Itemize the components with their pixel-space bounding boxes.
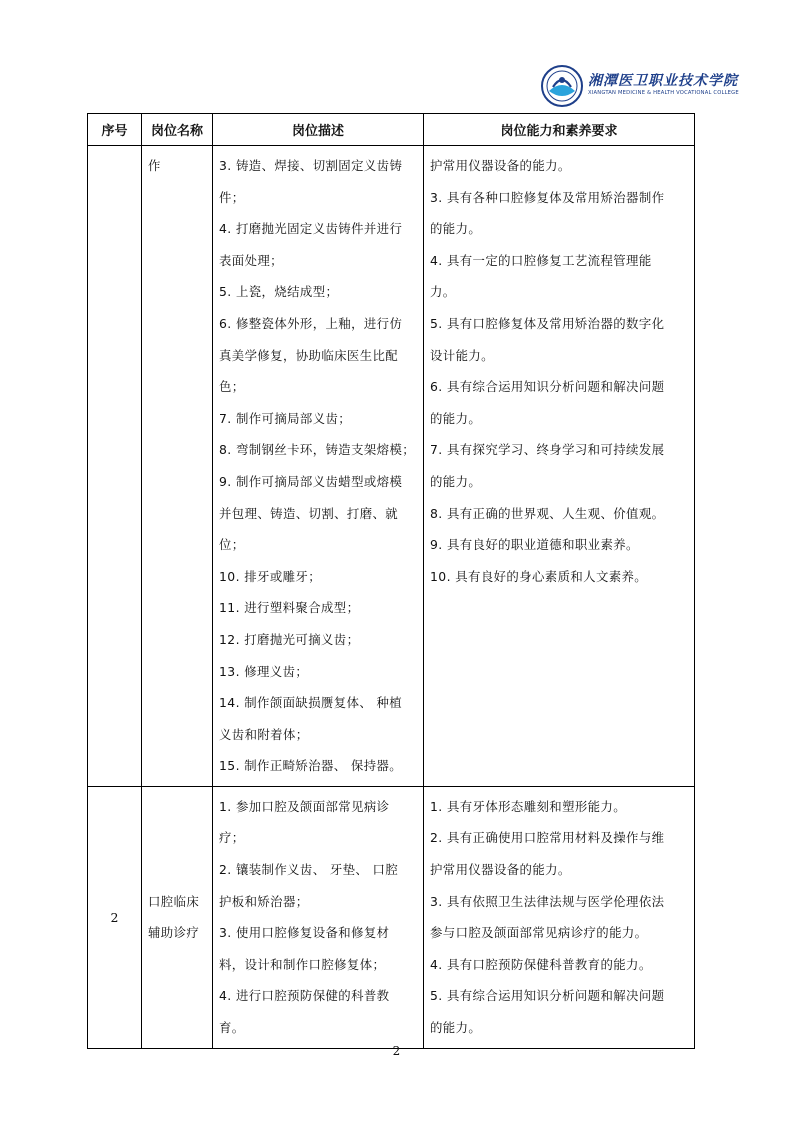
requirement-line: 设计能力。 xyxy=(430,347,494,363)
requirement-line: 8. 具有正确的世界观、人生观、价值观。 xyxy=(430,505,665,521)
description-line: 义齿和附着体； xyxy=(219,726,309,742)
requirement-line: 的能力。 xyxy=(430,221,482,237)
college-logo xyxy=(541,65,739,109)
description-line: 14. 制作颌面缺损赝复体、 种植 xyxy=(219,695,403,711)
row1-requirements-cell xyxy=(424,146,695,787)
requirement-line: 的能力。 xyxy=(430,410,482,426)
description-line: 10. 排牙或雕牙； xyxy=(219,568,321,584)
header-requirements: 岗位能力和素养要求 xyxy=(424,114,695,146)
description-line: 位； xyxy=(219,537,245,553)
job-table xyxy=(87,113,695,1049)
requirement-line: 力。 xyxy=(430,284,456,300)
requirement-line: 的能力。 xyxy=(430,473,482,489)
description-line: 护板和矫治器； xyxy=(219,893,309,909)
header-job-description: 岗位描述 xyxy=(213,114,424,146)
description-line: 件； xyxy=(219,189,245,205)
header-index: 序号 xyxy=(88,114,142,146)
description-line: 9. 制作可摘局部义齿蜡型或熔模 xyxy=(219,473,403,489)
row2-name-cell xyxy=(142,786,213,1048)
requirement-line: 2. 具有正确使用口腔常用材料及操作与维 xyxy=(430,830,665,846)
requirement-line: 3. 具有各种口腔修复体及常用矫治器制作 xyxy=(430,189,665,205)
description-line: 4. 进行口腔预防保健的科普教 xyxy=(219,988,390,1004)
college-emblem-icon xyxy=(541,65,583,107)
row2-requirements-cell xyxy=(424,786,695,1048)
requirement-line: 护常用仪器设备的能力。 xyxy=(430,158,571,173)
requirement-line: 6. 具有综合运用知识分析问题和解决问题 xyxy=(430,379,665,395)
page-number: 2 xyxy=(392,1044,401,1058)
row1-index-cell xyxy=(88,146,142,787)
header-job-name: 岗位名称 xyxy=(142,114,213,146)
description-line: 育。 xyxy=(219,1020,245,1036)
row1-description-cell xyxy=(213,146,424,787)
requirement-line: 4. 具有口腔预防保健科普教育的能力。 xyxy=(430,956,652,972)
description-line: 真美学修复，协助临床医生比配 xyxy=(219,347,399,363)
description-line: 2. 镶装制作义齿、 牙垫、 口腔 xyxy=(219,862,399,878)
row2-description-cell xyxy=(213,786,424,1048)
description-line: 8. 弯制钢丝卡环，铸造支架熔模； xyxy=(219,442,416,458)
table-header-row xyxy=(88,114,695,146)
requirement-line: 10. 具有良好的身心素质和人文素养。 xyxy=(430,568,648,584)
requirement-line: 5. 具有口腔修复体及常用矫治器的数字化 xyxy=(430,315,665,331)
requirement-line: 9. 具有良好的职业道德和职业素养。 xyxy=(430,537,639,553)
requirement-line: 护常用仪器设备的能力。 xyxy=(430,862,571,878)
requirement-line: 3. 具有依照卫生法律法规与医学伦理依法 xyxy=(430,893,665,909)
table-row xyxy=(88,786,695,1048)
description-line: 6. 修整瓷体外形，上釉，进行仿 xyxy=(219,315,403,331)
description-line: 4. 打磨抛光固定义齿铸件并进行 xyxy=(219,221,403,237)
description-line: 料，设计和制作口腔修复体； xyxy=(219,956,386,972)
description-line: 并包理、铸造、切割、打磨、就 xyxy=(219,505,399,521)
requirement-line: 7. 具有探究学习、终身学习和可持续发展 xyxy=(430,442,665,458)
description-line: 3. 铸造、焊接、切割固定义齿铸 xyxy=(219,158,403,173)
description-line: 1. 参加口腔及颌面部常见病诊 xyxy=(219,798,390,814)
description-line: 色； xyxy=(219,379,245,395)
description-line: 13. 修理义齿； xyxy=(219,663,309,679)
description-line: 表面处理； xyxy=(219,252,283,268)
row2-index-cell: 2 xyxy=(88,786,142,1048)
requirement-line: 参与口腔及颌面部常见病诊疗的能力。 xyxy=(430,925,648,941)
job-name-line: 作 xyxy=(148,158,161,173)
requirement-line: 4. 具有一定的口腔修复工艺流程管理能 xyxy=(430,252,652,268)
logo-chinese-name: 湘潭医卫职业技术学院 xyxy=(588,73,738,89)
job-name-line: 口腔临床 xyxy=(148,893,200,909)
logo-english-name: XIANGTAN MEDICINE & HEALTH VOCATIONAL COLLEGE xyxy=(588,90,739,96)
job-name-line: 辅助诊疗 xyxy=(148,925,200,941)
row1-name-cell xyxy=(142,146,213,787)
description-line: 7. 制作可摘局部义齿； xyxy=(219,410,352,426)
description-line: 3. 使用口腔修复设备和修复材 xyxy=(219,925,390,941)
table-row xyxy=(88,146,695,787)
description-line: 12. 打磨抛光可摘义齿； xyxy=(219,631,360,647)
description-line: 15. 制作正畸矫治器、 保持器。 xyxy=(219,758,403,774)
requirement-line: 5. 具有综合运用知识分析问题和解决问题 xyxy=(430,988,665,1004)
description-line: 5. 上瓷，烧结成型； xyxy=(219,284,339,300)
requirement-line: 的能力。 xyxy=(430,1020,482,1036)
description-line: 11. 进行塑料聚合成型； xyxy=(219,600,360,616)
requirement-line: 1. 具有牙体形态雕刻和塑形能力。 xyxy=(430,798,627,814)
description-line: 疗； xyxy=(219,830,245,846)
